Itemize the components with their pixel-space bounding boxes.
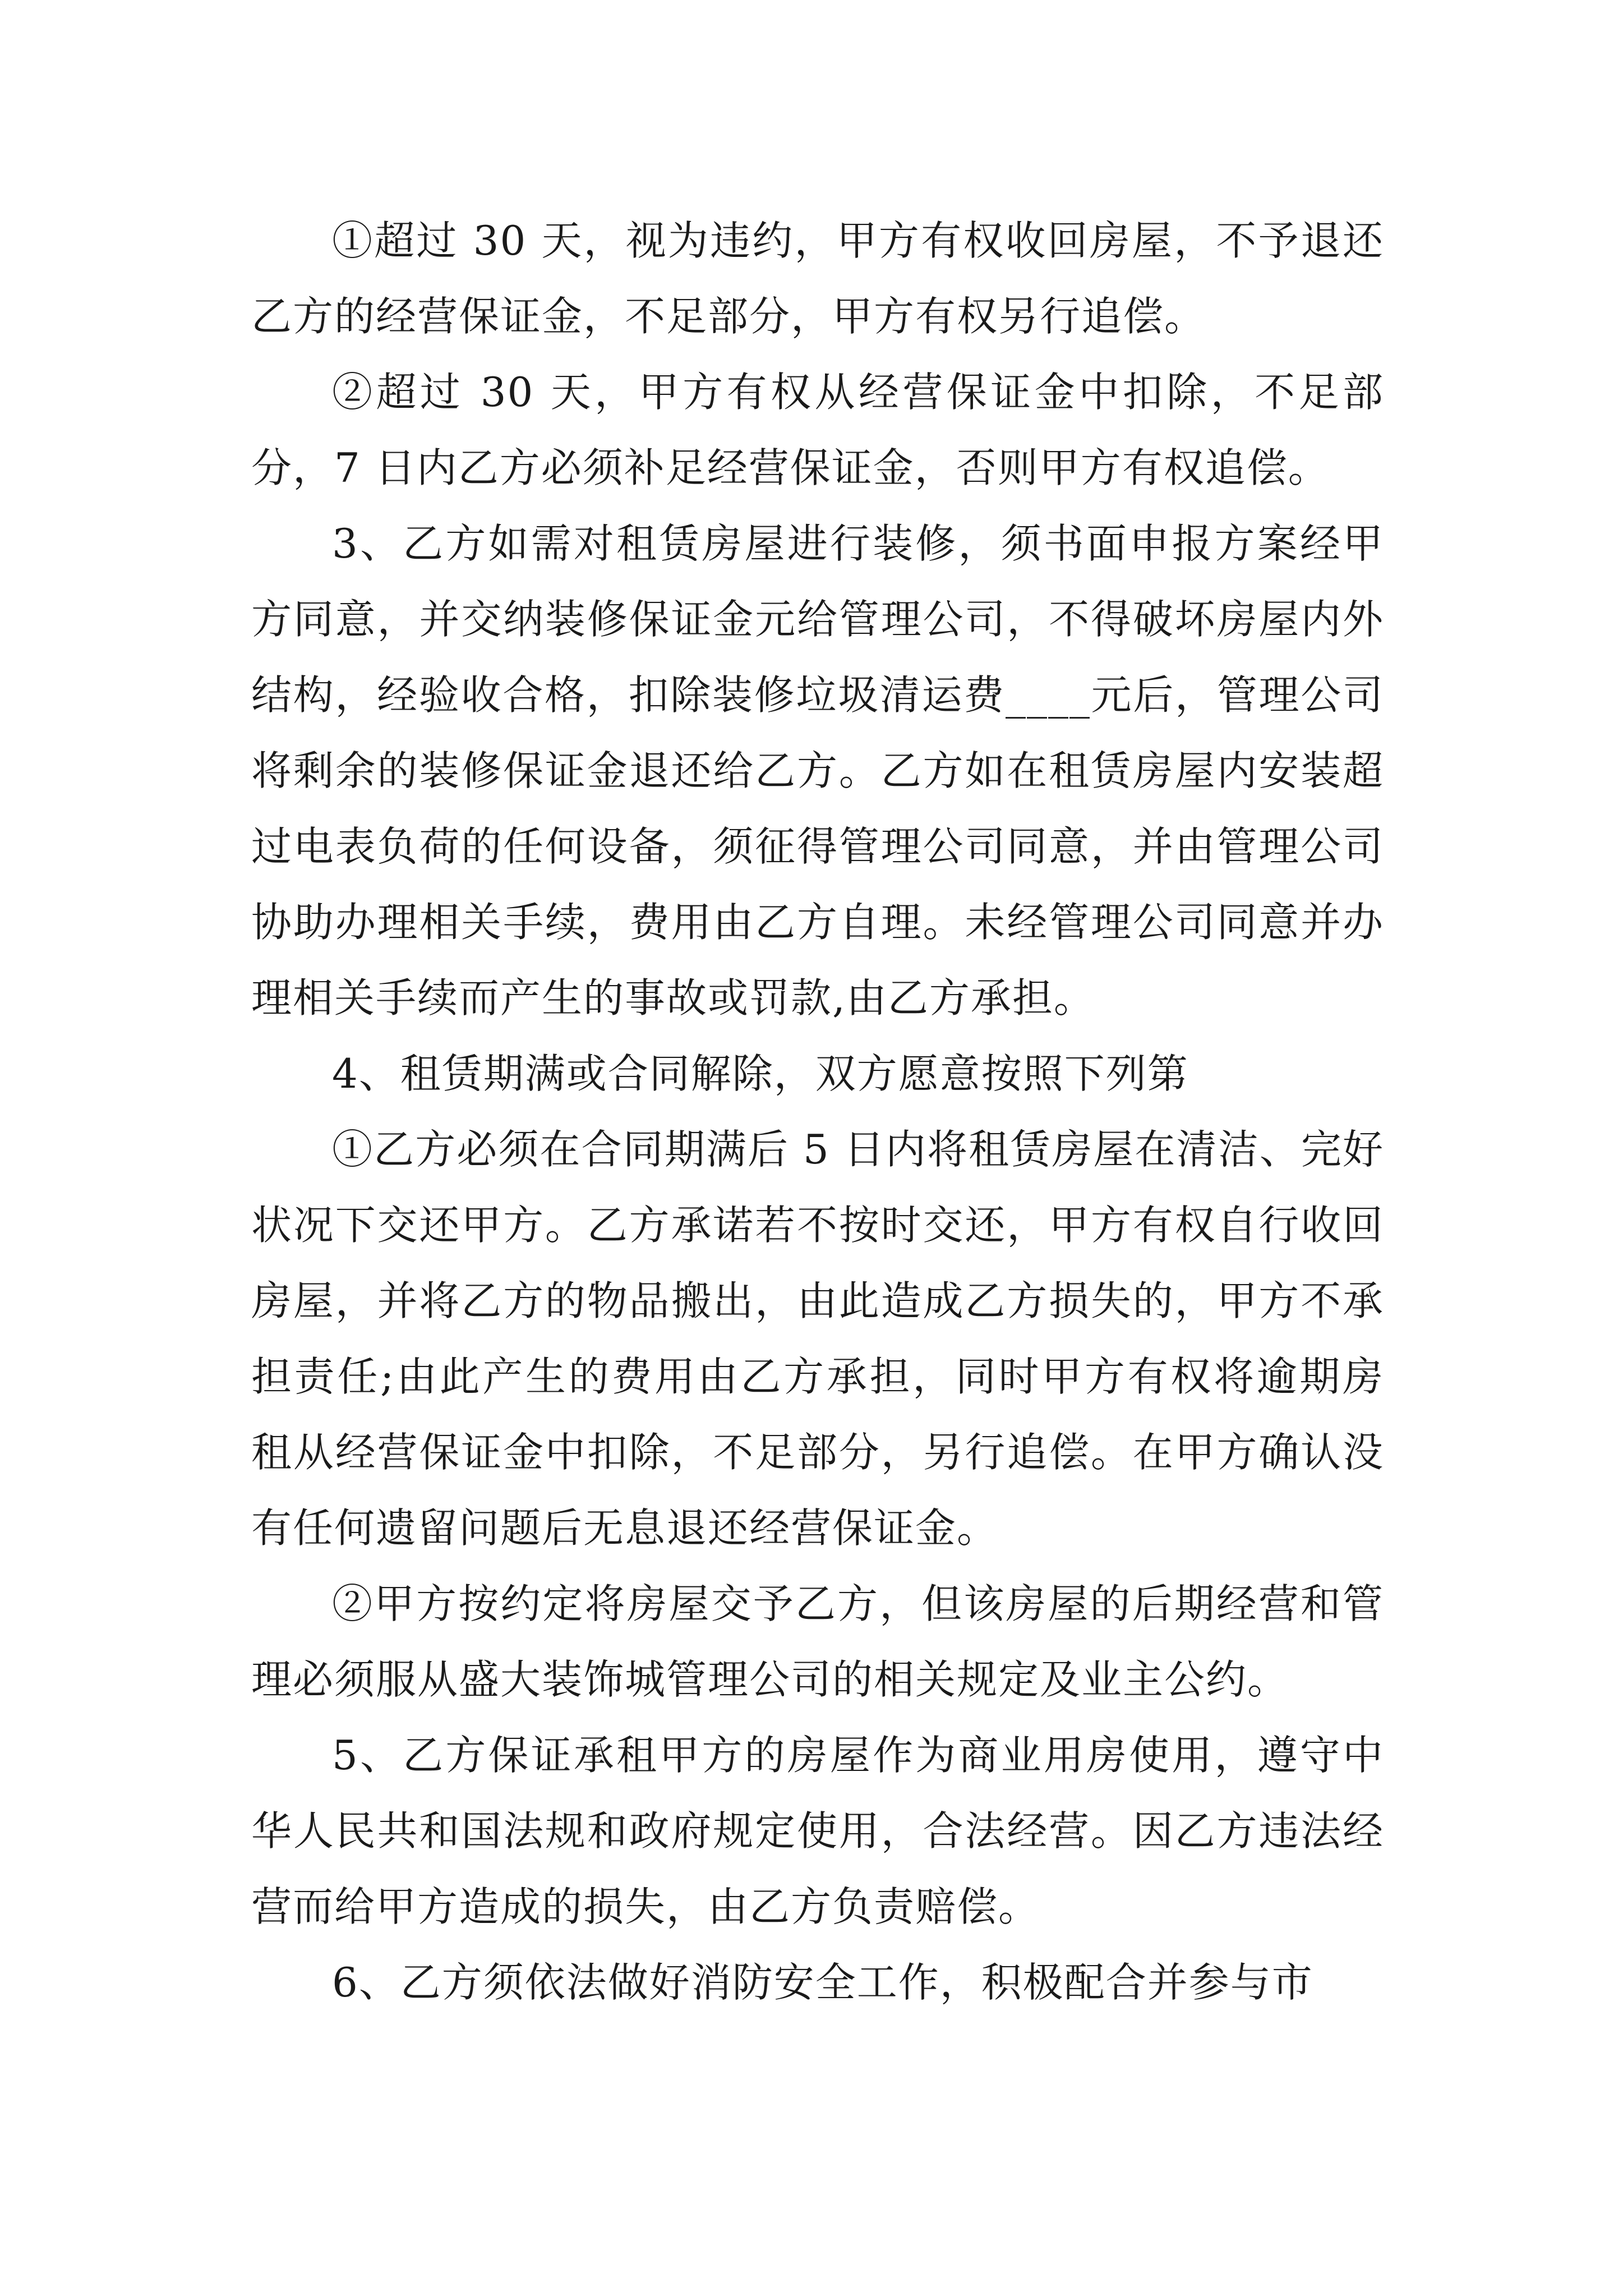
paragraph-clause-4-lease-end: 4、租赁期满或合同解除，双方愿意按照下列第 bbox=[332, 1050, 1189, 1097]
paragraph-clause-3-renovation: 3、乙方如需对租赁房屋进行装修，须书面申报方案经甲方同意，并交纳装修保证金元给管理公司，不得破坏房屋内外结构，经验收合格，扣除装修垃圾清运费____元后，管理公司将剩余的装修保证金退还给乙方。乙方如在租赁房屋内安装超过电表负荷的任何设备，须征得管理公司同意，并由管理公司协助办理相关手续，费用由乙方自理。未经管理公司同意并办理相关手续而产生的事故或罚款,由乙方承担。 bbox=[251, 520, 1384, 1022]
paragraph-clause-5-commercial-use: 5、乙方保证承租甲方的房屋作为商业用房使用，遵守中华人民共和国法规和政府规定使用，合法经营。因乙方违法经营而给甲方造成的损失，由乙方负责赔偿。 bbox=[251, 1732, 1384, 1930]
paragraph-clause-6-fire-safety: 6、乙方须依法做好消防安全工作，积极配合并参与市 bbox=[332, 1959, 1313, 2006]
paragraph-clause-4-option-2: ②甲方按约定将房屋交予乙方，但该房屋的后期经营和管理必须服从盛大装饰城管理公司的相关规定及业主公约。 bbox=[251, 1580, 1384, 1703]
paragraph-clause-4-option-1: ①乙方必须在合同期满后 5 日内将租赁房屋在清洁、完好状况下交还甲方。乙方承诺若不按时交还，甲方有权自行收回房屋，并将乙方的物品搬出，由此造成乙方损失的，甲方不承担责任;由此产生的费用由乙方承担，同时甲方有权将逾期房租从经营保证金中扣除，不足部分，另行追偿。在甲方确认没有任何遗留问题后无息退还经营保证金。 bbox=[251, 1126, 1384, 1552]
contract-body bbox=[251, 203, 1384, 2021]
paragraph-clause-overdue-2: ②超过 30 天，甲方有权从经营保证金中扣除，不足部分，7 日内乙方必须补足经营保证金，否则甲方有权追偿。 bbox=[251, 369, 1384, 491]
paragraph-clause-overdue-1: ①超过 30 天，视为违约，甲方有权收回房屋，不予退还乙方的经营保证金，不足部分，甲方有权另行追偿。 bbox=[251, 217, 1384, 340]
